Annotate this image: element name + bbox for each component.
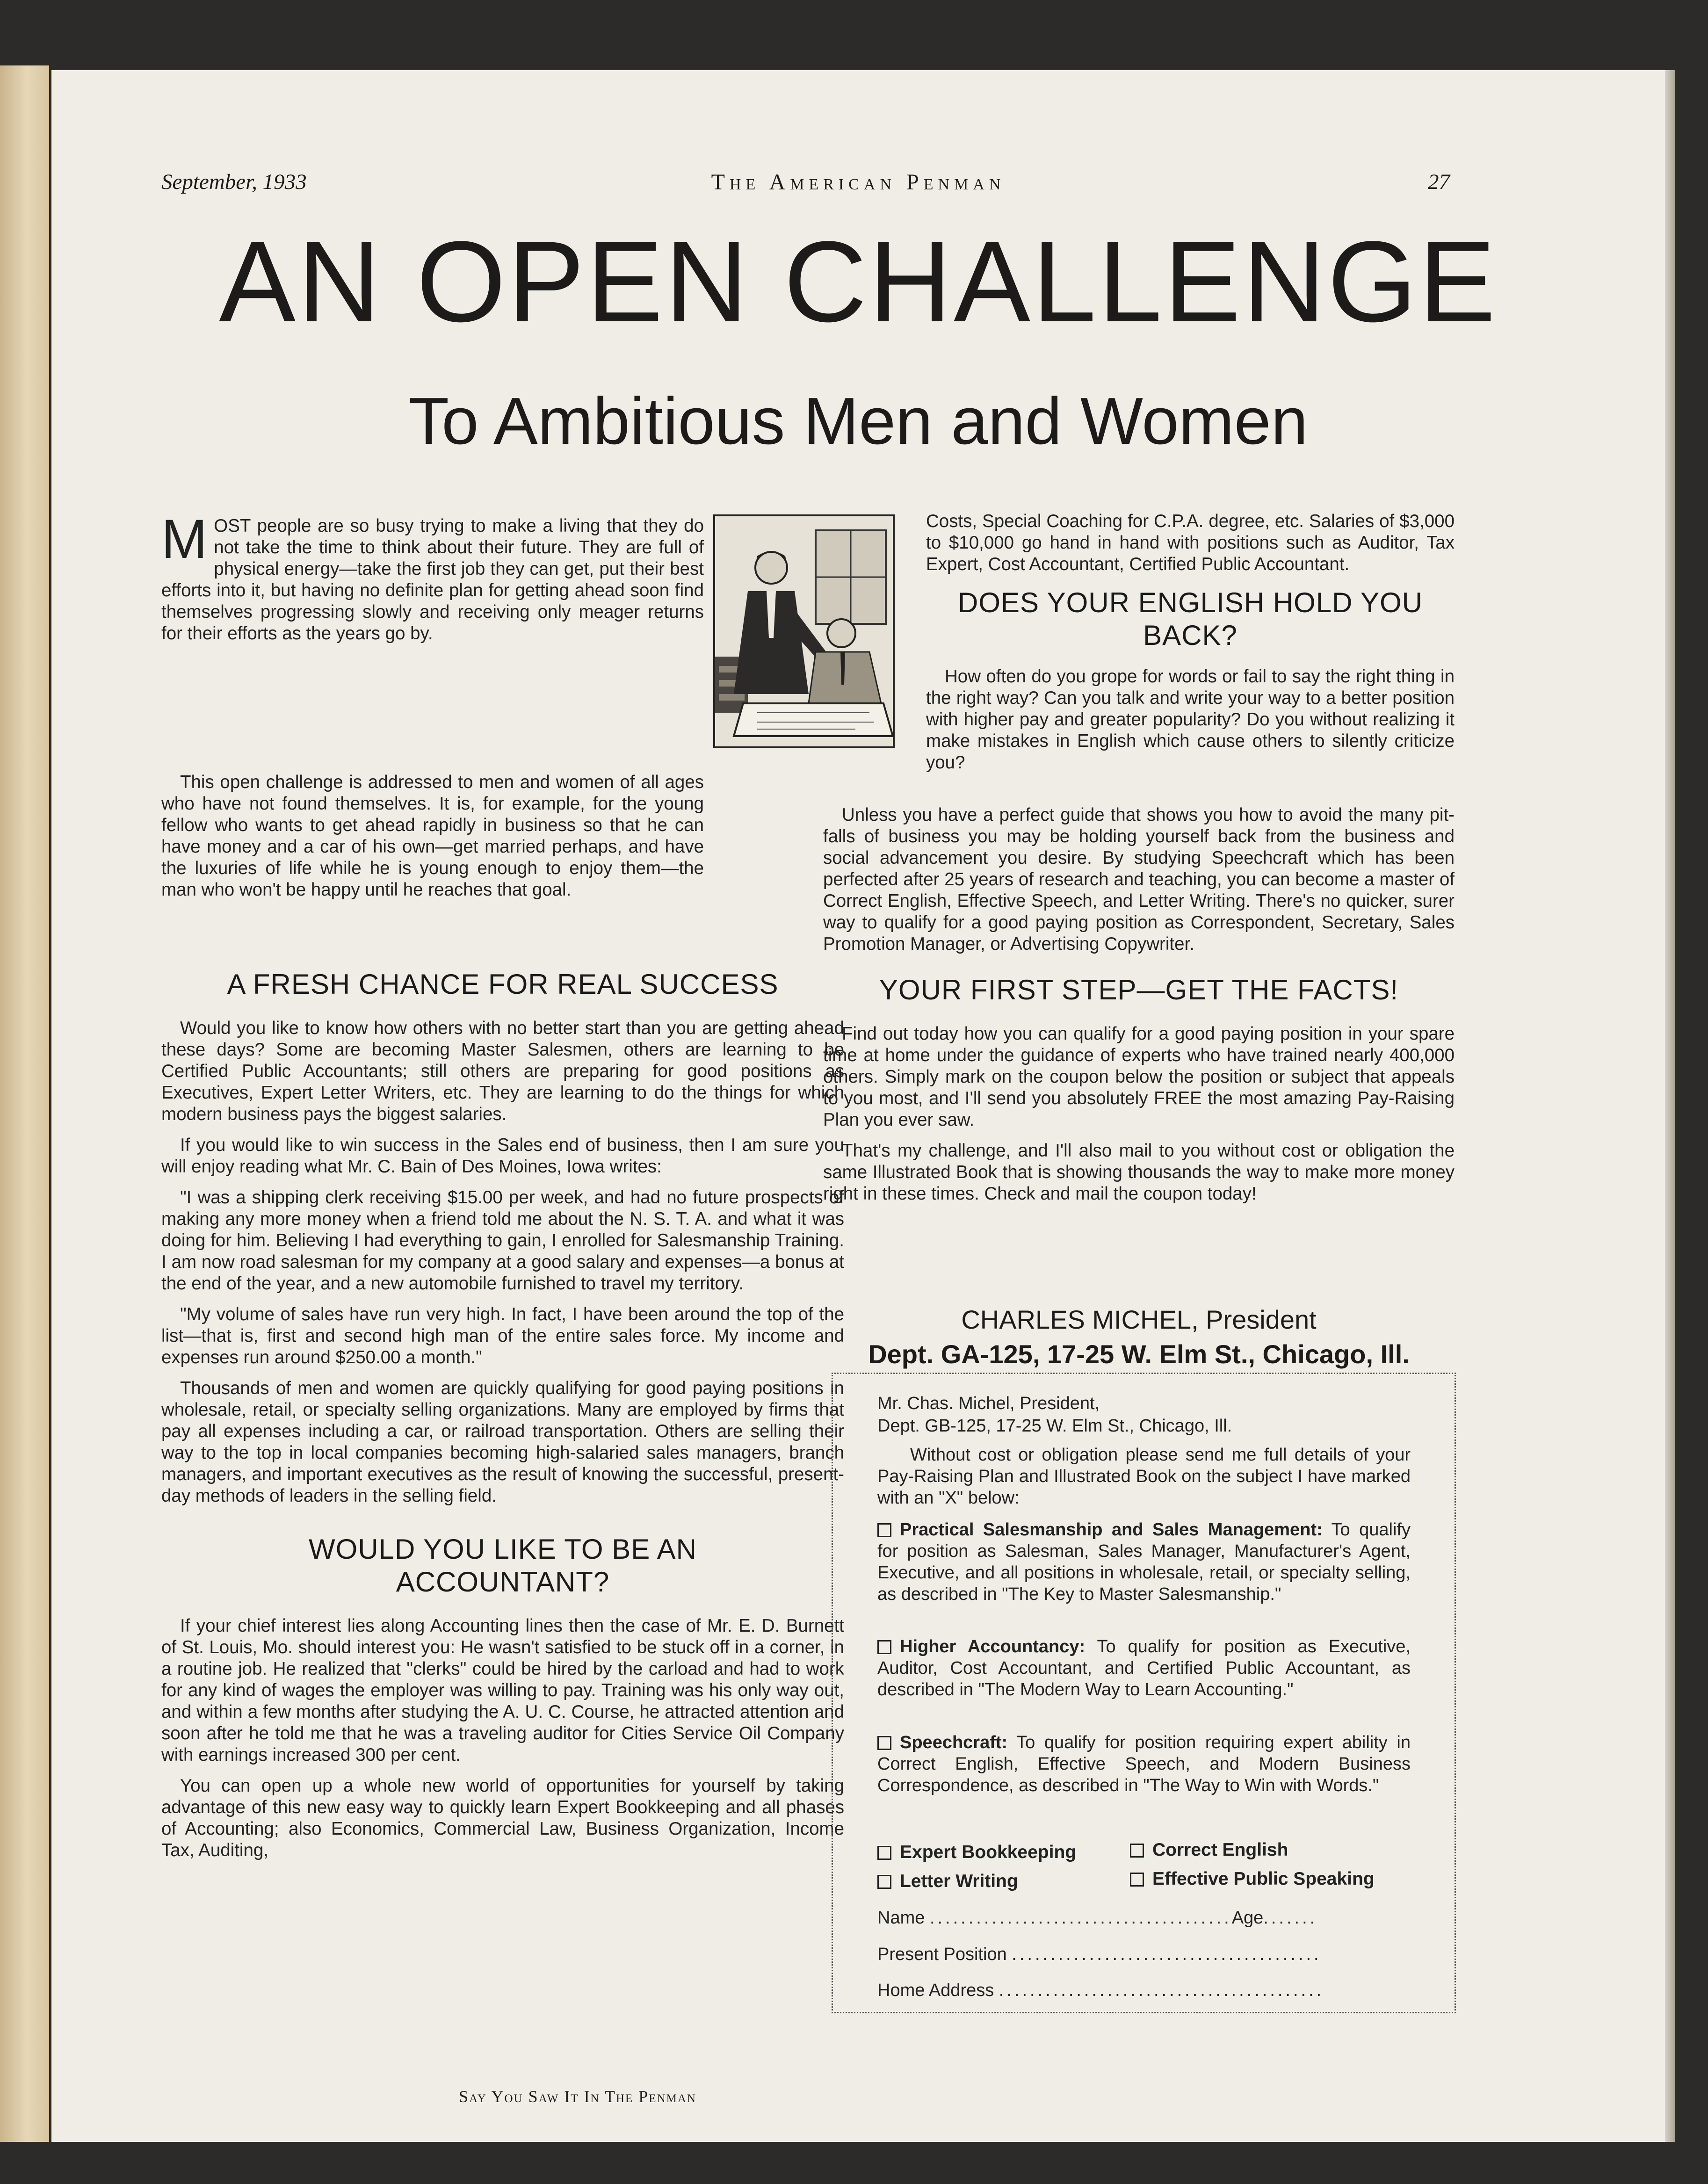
magazine-page (51, 70, 1665, 2142)
heading-fresh-chance: A FRESH CHANCE FOR REAL SUCCESS (227, 969, 779, 1000)
checkbox-letter-writing[interactable] (877, 1875, 891, 1889)
age-label: Age (1231, 1908, 1264, 1928)
position-label: Present Position (877, 1945, 1007, 1964)
intro-paragraph-1: MOST people are so busy trying to make a living that they do not take the time to think about their future. They are full of physical energy—take the first job they can get, put their best efforts into it, but having no definite plan for getting ahead soon find themselves progressing slowly and receiving only meager returns for their efforts as the years go by. (161, 508, 704, 644)
coupon-option-accountancy: Higher Accountancy: To qualify for position as Executive, Auditor, Cost Accountant, and Certified Public Accountant, as described in "The Modern Way to Learn Accounting." (877, 1637, 1411, 1699)
intro-paragraph-2: This open challenge is addressed to men and women of all ages who have not found themselves. It is, for example, for the young fellow who wants to get ahead rapidly in business so that he can have money and a car of his own—get married perhaps, and have the luxuries of life while he is young enough to enjoy them—the man who won't be happy until he reaches that goal. (161, 772, 704, 900)
age-field[interactable]: ....... (1263, 1908, 1318, 1928)
header-date: September, 1933 (161, 170, 307, 194)
checkbox-speechcraft[interactable] (877, 1736, 891, 1750)
column-left (161, 968, 844, 1861)
heading-accountant: WOULD YOU LIKE TO BE AN ACCOUNTANT? (309, 1533, 697, 1598)
page-edge (1665, 70, 1675, 2142)
heading-first-step: YOUR FIRST STEP—GET THE FACTS! (879, 974, 1399, 1005)
office-illustration (713, 514, 895, 748)
checkbox-correct-english[interactable] (1130, 1844, 1144, 1858)
address-field[interactable]: .......................................... (999, 1981, 1324, 2000)
english-paragraph-1: How often do you grope for words or fail to say the right thing in the right way? Can you talk and write your way to a better position with higher pay and greater popularity? Do you without realizing it make mistakes in English which cause others to silently criticize you? (926, 666, 1455, 773)
accountant-paragraph-2-cont: Costs, Special Coaching for C.P.A. degree, etc. Salaries of $3,000 to $10,000 go hand in hand with positions such as Auditor, Tax Expert, Cost Accountant, Certified Public Accountant. (926, 511, 1455, 574)
checkbox-bookkeeping[interactable] (877, 1846, 891, 1860)
accountant-paragraph-1: If your chief interest lies along Accounting lines then the case of Mr. E. D. Burnett of St. Louis, Mo. should interest you: He wasn't satisfied to be stuck off in a corner, in a routine job. He realized that "clerks" could be hired by the carload and had to work for any kind of wages the employer was willing to pay. Training was his only way out, and within a few months after studying the A. U. C. Course, he attracted attention and soon after he told me that he was a traveling auditor for Cities Service Oil Company with earnings increased 300 per cent. (161, 1616, 844, 1765)
coupon-address-row (877, 1980, 1411, 2001)
signature-name: CHARLES MICHEL, President (961, 1305, 1317, 1334)
headline: AN OPEN CHALLENGE (219, 217, 1498, 346)
mail-coupon (832, 1373, 1456, 2013)
coupon-position-row (877, 1944, 1411, 1965)
checkbox-accountancy[interactable] (877, 1640, 891, 1654)
fresh-quote-2: "My volume of sales have run very high. In fact, I have been around the top of the list—that is, first and second high man of the entire sales force. My income and expenses run around $250.00 a month." (161, 1304, 844, 1367)
position-field[interactable]: ........................................ (1012, 1945, 1322, 1964)
coupon-option-salesmanship: Practical Salesmanship and Sales Management: To qualify for position as Salesman, Sales Manager, Manufacturer's Agent, Executive, and all positions in wholesale, retail, or specialty selling, as described in "The Key to Master Salesmanship." (877, 1520, 1411, 1604)
facts-paragraph-2: That's my challenge, and I'll also mail to you without cost or obligation the same Illustrated Book that is showing thousands the way to make more money right in these times. Check and mail the coupon today! (823, 1141, 1455, 1204)
name-label: Name (877, 1908, 925, 1928)
fresh-paragraph-5: Thousands of men and women are quickly qualifying for good paying positions in wholesale, retail, or specialty selling organizations. Many are employed by firms that pay all expenses including a car, or railroad transportation. Others are selling their way to the top in local companies becoming high-salaried sales managers, branch managers, and important executives as the result of knowing the successful, present-day methods of leaders in the selling field. (161, 1378, 844, 1506)
coupon-option-correct-english: Correct English (1130, 1839, 1288, 1861)
checkbox-salesmanship[interactable] (877, 1523, 891, 1537)
subheadline: To Ambitious Men and Women (408, 384, 1308, 458)
column-right (823, 804, 1455, 1214)
drop-cap: M (161, 508, 208, 570)
fresh-paragraph-1: Would you like to know how others with no better start than you are getting ahead these days? Some are becoming Master Salesmen, others are learning to be Certified Public Accountants; still others are preparing for good positions as Executives, Expert Letter Writers, etc. They are learning to do the things for which modern business pays the biggest salaries. (161, 1018, 844, 1124)
column-right-top (926, 511, 1455, 783)
coupon-name-row (877, 1907, 1411, 1929)
signature-address: Dept. GA-125, 17-25 W. Elm St., Chicago, Ill. (868, 1339, 1410, 1369)
facts-paragraph-1: Find out today how you can qualify for a good paying position in your spare time at home under the guidance of experts who have trained nearly 400,000 others. Simply mark on the coupon below the position or subject that appeals to you most, and I'll send you absolutely FREE the most amazing Pay-Raising Plan you ever saw. (823, 1024, 1455, 1130)
coupon-option-speechcraft: Speechcraft: To qualify for position requiring expert ability in Correct English, Effective Speech, and Modern Business Correspondence, as described in "The Way to Win with Words." (877, 1733, 1411, 1795)
header-publication: The American Penman (711, 170, 1006, 195)
column-left-intro (161, 508, 704, 654)
fresh-quote-1: "I was a shipping clerk receiving $15.00 per week, and had no future prospects of making any more money when a friend told me about the N. S. T. A. and what it was doing for him. Believing I had everything to gain, I enrolled for Salesmanship Training. I am now road salesman for my company at a good salary and expenses—a bonus at the end of the year, and a new automobile furnished to travel my territory. (161, 1187, 844, 1294)
coupon-option-letter-writing: Letter Writing (877, 1871, 1018, 1892)
fresh-paragraph-2: If you would like to win success in the Sales end of business, then I am sure you will enjoy reading what Mr. C. Bain of Des Moines, Iowa writes: (161, 1135, 844, 1177)
column-left-intro-2 (161, 772, 704, 910)
english-paragraph-2: Unless you have a perfect guide that shows you how to avoid the many pit-falls of business you may be holding yourself back from the business and social advancement you desire. By studying Speechcraft which has been perfected after 25 years of research and teaching, you can become a master of Correct English, Effective Speech, and Letter Writing. There's no quicker, surer way to qualify for a good paying position as Correspondent, Secretary, Sales Promotion Manager, or Advertising Copywriter. (823, 805, 1455, 954)
coupon-addressee: Mr. Chas. Michel, President, (877, 1394, 1100, 1413)
coupon-address: Dept. GB-125, 17-25 W. Elm St., Chicago, Ill. (877, 1416, 1232, 1436)
address-label: Home Address (877, 1981, 994, 2000)
checkbox-public-speaking[interactable] (1130, 1873, 1144, 1887)
signature-block (823, 1305, 1455, 1369)
name-field[interactable]: ....................................... (929, 1908, 1232, 1928)
illustration-drawing (715, 516, 893, 746)
coupon-option-public-speaking: Effective Public Speaking (1130, 1868, 1375, 1890)
accountant-paragraph-2: You can open up a whole new world of opportunities for yourself by taking advantage of this new easy way to quickly learn Expert Bookkeeping and all phases of Accounting; also Economics, Commercial Law, Business Organization, Income Tax, Auditing, (161, 1776, 844, 1860)
page-footer: Say You Saw It In The Penman (459, 2087, 696, 2106)
header-page-number: 27 (1428, 170, 1450, 194)
coupon-option-bookkeeping: Expert Bookkeeping (877, 1842, 1076, 1863)
coupon-instructions: Without cost or obligation please send me full details of your Pay-Raising Plan and Illustrated Book on the subject I have marked with an "X" below: (877, 1445, 1411, 1508)
heading-english: DOES YOUR ENGLISH HOLD YOU BACK? (957, 587, 1423, 651)
book-binding (0, 65, 49, 2142)
